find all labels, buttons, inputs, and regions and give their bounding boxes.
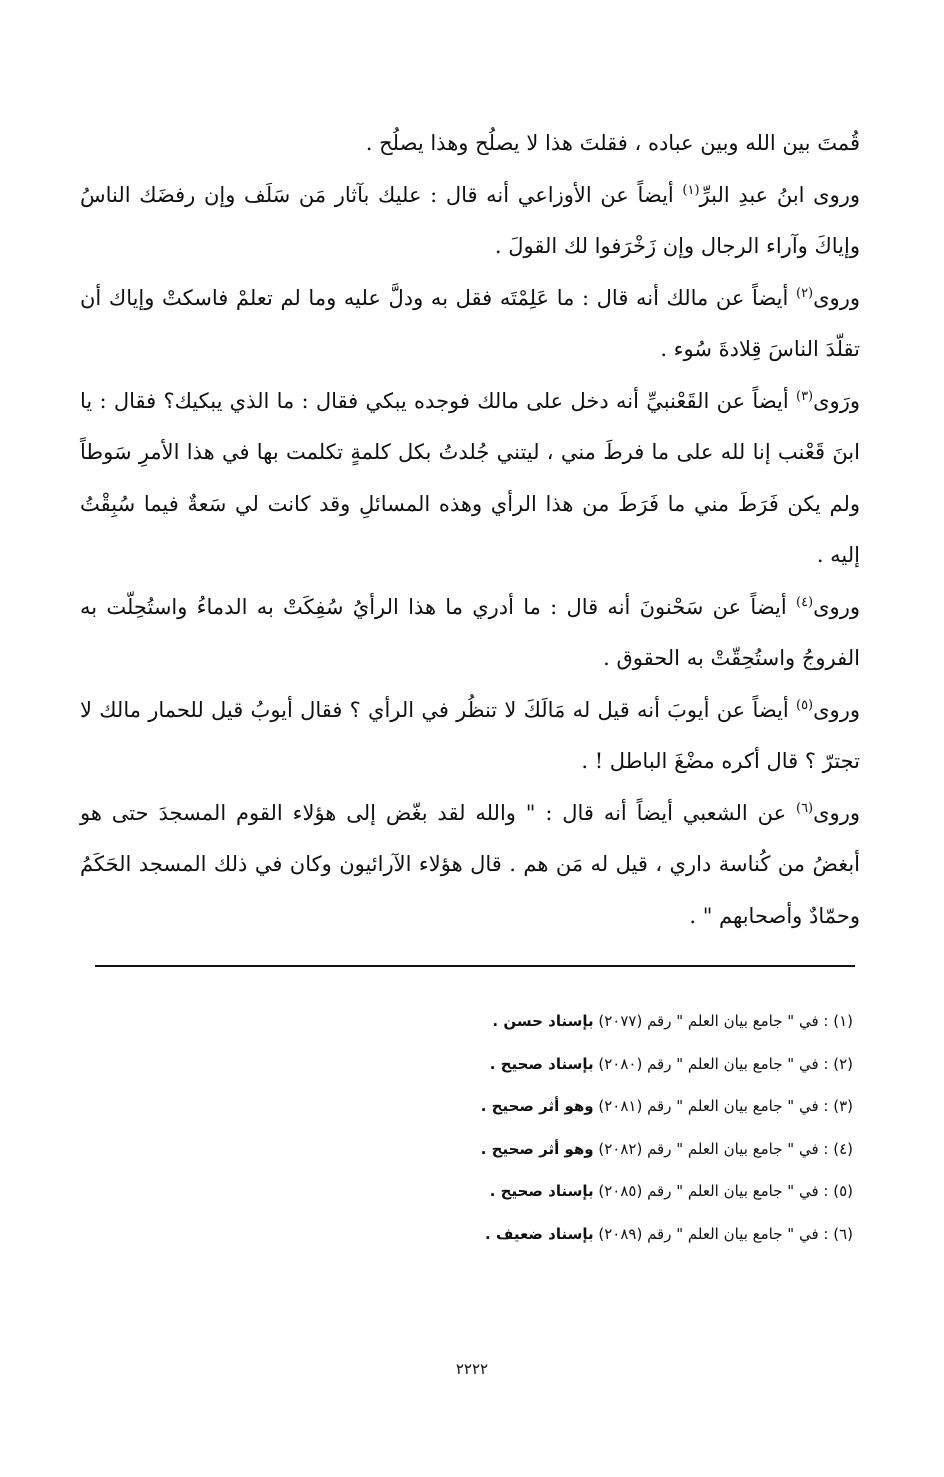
footnote-label: (٣) :: [818, 1097, 853, 1115]
paragraph-3: [80, 273, 860, 376]
paragraph-4: [80, 376, 860, 582]
paragraph-7: [80, 788, 860, 943]
paragraph-2: [80, 170, 860, 273]
paragraph-lead: وروى ابنُ عبدِ البرِّ: [699, 182, 860, 207]
footnote-grade: وهو أثر صحيح .: [480, 1139, 594, 1158]
paragraph-lead: ورَوى: [813, 388, 860, 413]
footnote-source: في " جامع بيان العلم " رقم (٢٠٨٩): [593, 1224, 819, 1243]
footnote-source: في " جامع بيان العلم " رقم (٢٠٨١): [593, 1097, 819, 1115]
page-number: ٢٢٢٢: [455, 1360, 489, 1378]
paragraph-text: أيضاً عن الأوزاعي أنه قال : عليك بآثار مَن سَلَف وإن رفضَك الناسُ وإياكَ وآراء الرجال وإن زَخْرَفوا لك القولَ .: [80, 182, 860, 258]
paragraph-text: أيضاً عن أيوبَ أنه قيل له مَالَكَ لا تنظُر في الرأي ؟ فقال أيوبُ قيل للحمار مالك لا تجترّ ؟ قال أكره مضْغَ الباطل ! .: [80, 697, 860, 773]
footnote-label: (٦) :: [818, 1224, 853, 1243]
footnote-source: في " جامع بيان العلم " رقم (٢٠٨٥): [593, 1182, 819, 1200]
footnote-2: [95, 1043, 853, 1086]
paragraph-text: أيضاً عن سَحْنونَ أنه قال : ما أدري ما هذا الرأيُ سُفِكَتْ به الدماءُ واستُحِلّت به الفروجُ واستُحِقّتْ به الحقوق .: [80, 594, 860, 670]
paragraph-lead: وروى: [813, 697, 860, 722]
paragraph-6: [80, 685, 860, 788]
footnote-3: [95, 1085, 853, 1128]
footnote-ref-6: (٦): [795, 800, 814, 816]
paragraph-text: قُمتَ بين الله وبين عباده ، فقلتَ هذا لا يصلُح وهذا يصلُح .: [365, 131, 860, 155]
footnote-ref-4: (٤): [795, 594, 814, 610]
footnote-5: [95, 1170, 853, 1213]
footnote-source: في " جامع بيان العلم " رقم (٢٠٨٠): [593, 1054, 819, 1073]
paragraph-5: [80, 582, 860, 685]
footnote-1: [95, 1000, 853, 1043]
paragraph-text: أيضاً عن مالك أنه قال : ما عَلِمْتَه فقل به ودلَّ عليه وما لم تعلمْ فاسكتْ وإياك أن تقلّدَ الناسَ قِلادةَ سُوء .: [80, 285, 860, 361]
footnote-ref-3: (٣): [795, 388, 814, 404]
footnote-label: (٤) :: [818, 1139, 853, 1158]
footnote-label: (١) :: [818, 1012, 853, 1030]
paragraph-lead: وروى: [813, 285, 860, 310]
footnote-grade: بإسناد صحيح .: [489, 1182, 594, 1200]
body-text: [80, 118, 860, 942]
footnotes: [95, 1000, 853, 1255]
footnote-4: [95, 1128, 853, 1171]
footnote-6: [95, 1213, 853, 1256]
paragraph-1: [80, 118, 860, 170]
footnote-ref-1: (١): [682, 182, 700, 198]
paragraph-text: عن الشعبي أيضاً أنه قال : " والله لقد بغّض إلى هؤلاء القوم المسجدَ حتى هو أبغضُ من كُناسة داري ، قيل له مَن هم . قال هؤلاء الآرائيون وكان في ذلك المسجد الحَكَمُ وحمّادٌ وأصحابهم " .: [80, 800, 860, 928]
footnote-ref-5: (٥): [795, 697, 814, 713]
footnote-label: (٢) :: [818, 1054, 853, 1073]
footnote-ref-2: (٢): [795, 285, 814, 301]
paragraph-text: أيضاً عن القَعْنبيِّ أنه دخل على مالك فوجده يبكي فقال : ما الذي يبكيك؟ فقال : يا ابنَ قَعْنب إنا لله على ما فرطَ مني ، ليتني جُلدتُ بكل كلمةٍ تكلمت بها في هذا الأمرِ سَوطاً ولم يكن فَرَطَ مني ما فَرَطَ من هذا الرأي وهذه المسائلِ وقد كانت لي سَعةٌ فيما سُبِقْتُ إليه .: [80, 388, 860, 567]
footnote-source: في " جامع بيان العلم " رقم (٢٠٧٧): [593, 1012, 819, 1030]
footnote-label: (٥) :: [818, 1182, 853, 1200]
footnote-grade: بإسناد صحيح .: [489, 1054, 594, 1073]
footnote-divider: [95, 965, 855, 967]
footnote-grade: وهو أثر صحيح .: [480, 1097, 594, 1115]
paragraph-lead: وروى: [813, 800, 860, 825]
footnote-grade: بإسناد حسن .: [492, 1012, 594, 1030]
footnote-grade: بإسناد ضعيف .: [485, 1224, 594, 1243]
footnote-source: في " جامع بيان العلم " رقم (٢٠٨٢): [593, 1139, 819, 1158]
paragraph-lead: وروى: [813, 594, 860, 619]
